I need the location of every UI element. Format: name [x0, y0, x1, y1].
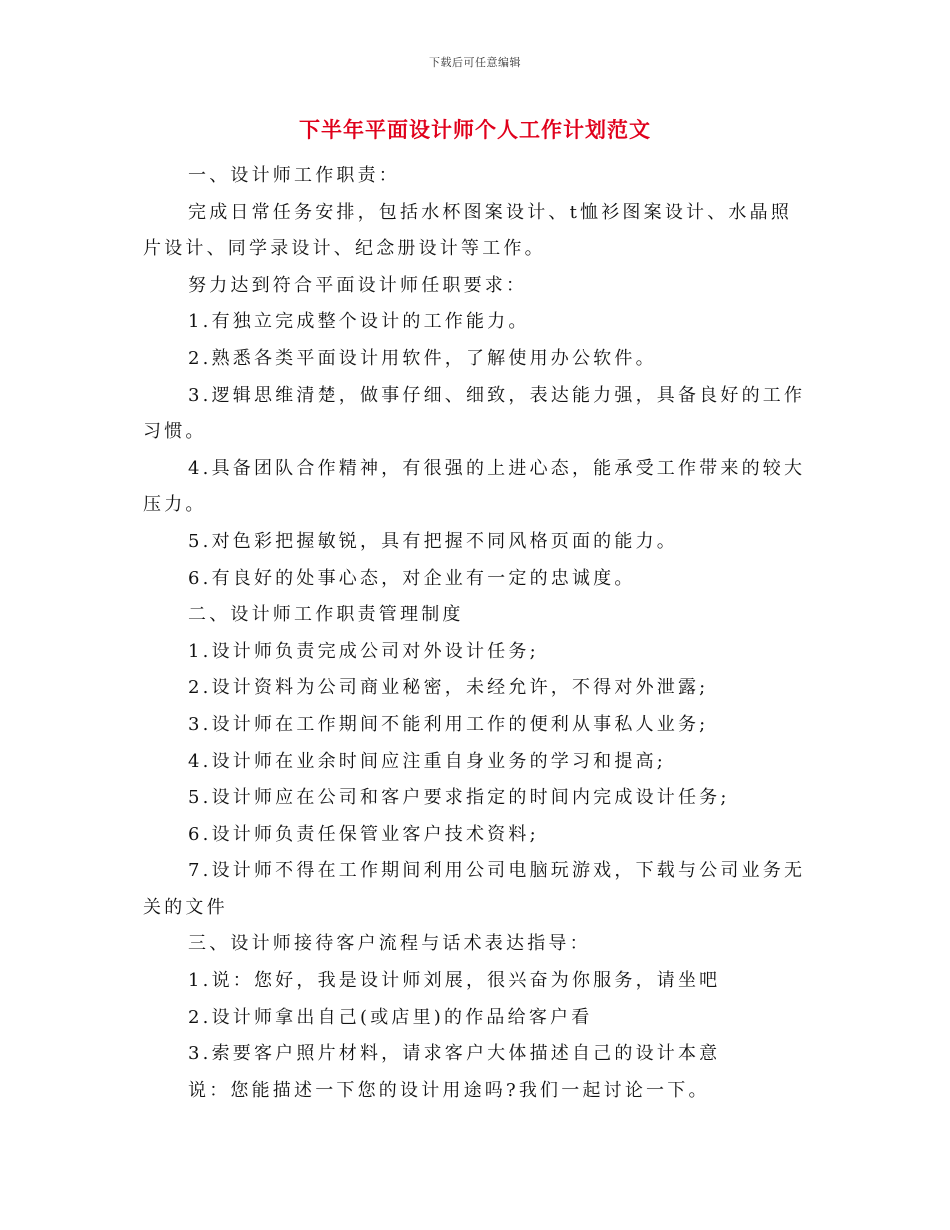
section-heading-1: 一、设计师工作职责： — [188, 165, 400, 186]
header-note: 下载后可任意编辑 — [429, 56, 521, 69]
list-item: 1.有独立完成整个设计的工作能力。 — [188, 311, 530, 333]
list-item: 2.设计资料为公司商业秘密，未经允许，不得对外泄露; — [188, 677, 709, 699]
document-title: 下半年平面设计师个人工作计划范文 — [299, 117, 651, 142]
list-item: 3.逻辑思维清楚，做事仔细、细致，表达能力强，具备良好的工作习惯。 — [143, 384, 806, 443]
list-item: 5.设计师应在公司和客户要求指定的时间内完成设计任务; — [188, 787, 730, 809]
document-body — [143, 158, 813, 1109]
list-item: 3.设计师在工作期间不能利用工作的便利从事私人业务; — [188, 713, 709, 735]
list-item: 2.熟悉各类平面设计用软件，了解使用办公软件。 — [188, 347, 657, 369]
list-item: 6.有良好的处事心态，对企业有一定的忠诚度。 — [188, 567, 636, 589]
list-item: 4.具备团队合作精神，有很强的上进心态，能承受工作带来的较大压力。 — [143, 457, 806, 516]
paragraph: 说：您能描述一下您的设计用途吗?我们一起讨论一下。 — [188, 1079, 710, 1101]
list-item: 6.设计师负责任保管业客户技术资料; — [188, 823, 539, 845]
list-item: 3.索要客户照片材料，请求客户大体描述自己的设计本意 — [188, 1043, 721, 1065]
paragraph: 努力达到符合平面设计师任职要求： — [188, 274, 528, 296]
list-item: 2.设计师拿出自己(或店里)的作品给客户看 — [188, 1006, 593, 1028]
paragraph: 完成日常任务安排，包括水杯图案设计、t恤衫图案设计、水晶照片设计、同学录设计、纪念册设计等工作。 — [143, 201, 793, 260]
list-item: 1.说：您好，我是设计师刘展，很兴奋为你服务，请坐吧 — [188, 970, 721, 992]
list-item: 5.对色彩把握敏锐，具有把握不同风格页面的能力。 — [188, 530, 678, 552]
section-heading-2: 二、设计师工作职责管理制度 — [188, 604, 464, 626]
list-item: 1.设计师负责完成公司对外设计任务; — [188, 640, 539, 662]
list-item: 4.设计师在业余时间应注重自身业务的学习和提高; — [188, 750, 667, 772]
list-item: 7.设计师不得在工作期间利用公司电脑玩游戏，下载与公司业务无关的文件 — [143, 860, 806, 918]
section-heading-3: 三、设计师接待客户流程与话术表达指导： — [188, 933, 591, 955]
